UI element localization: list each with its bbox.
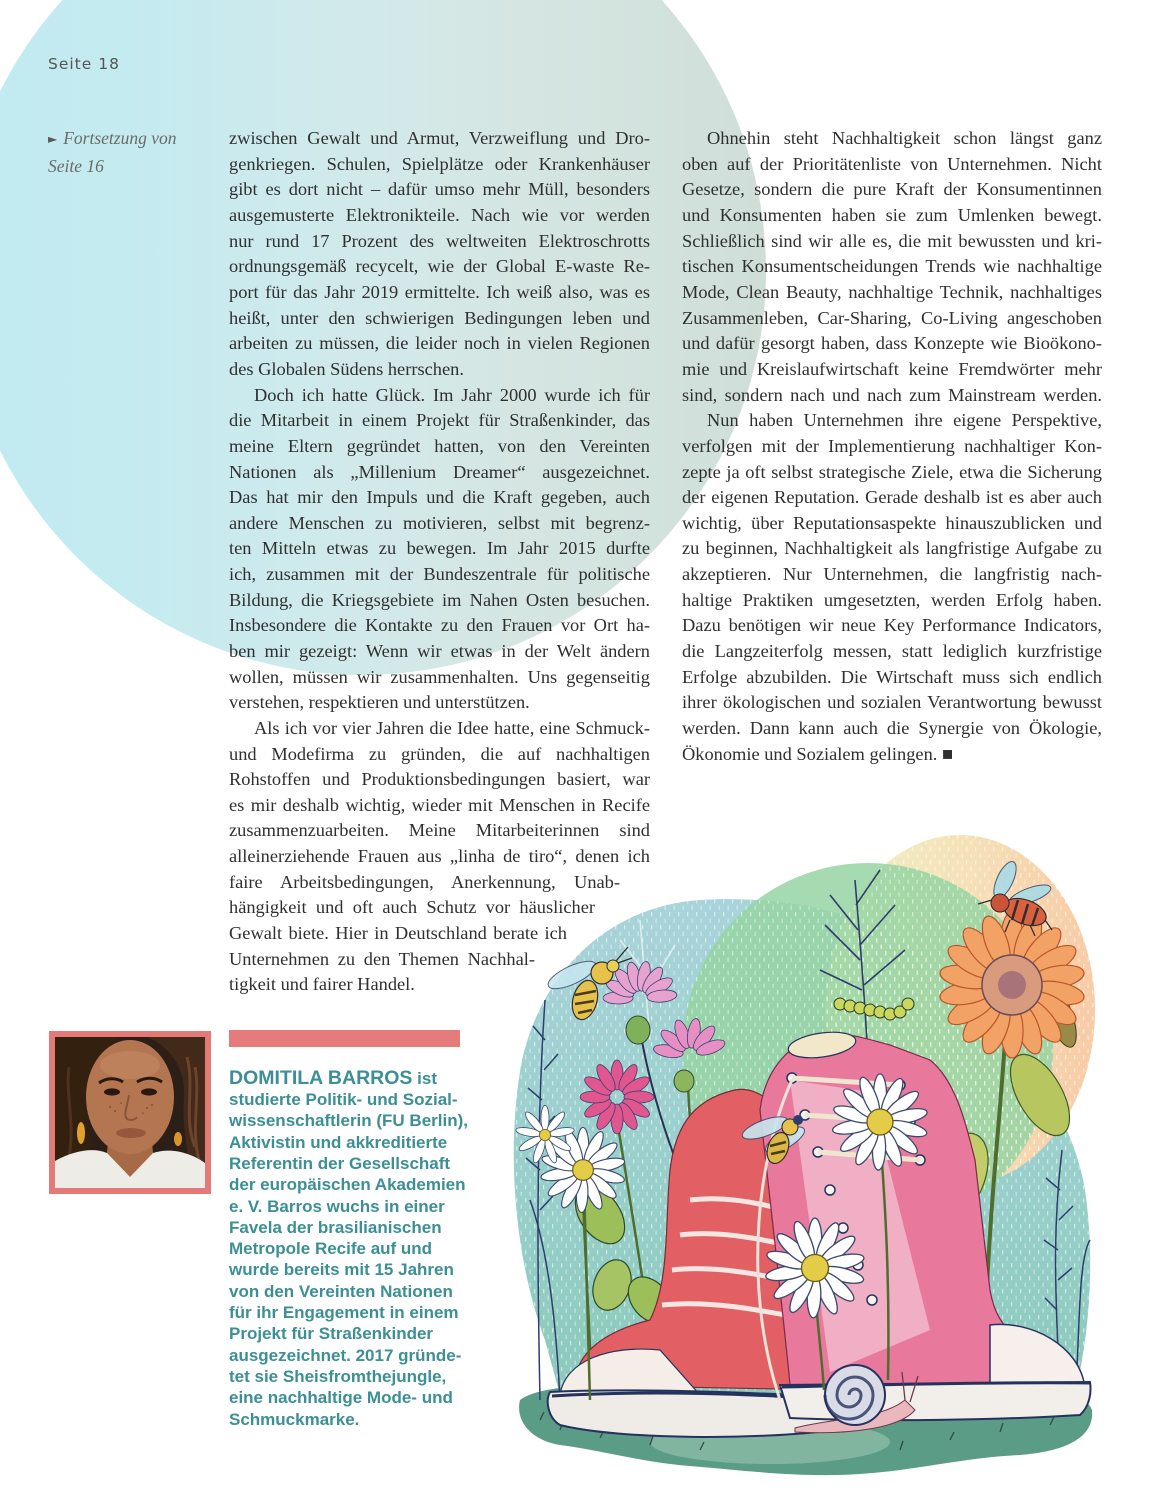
bio-line: eine nachhaltige Mode- und (229, 1388, 453, 1408)
text-line: zwischen Gewalt und Armut, Verzweiflung und Dro- (229, 128, 650, 149)
earring-left (77, 1122, 85, 1144)
text-line: Dazu benötigen wir neue Key Performance Indicators, (682, 615, 1102, 636)
triangle-right-icon: ► (48, 132, 58, 147)
text-line: Gesetze, sondern die pure Kraft der Konsumentinnen (682, 179, 1102, 200)
bio-line: wurde bereits mit 15 Jahren (229, 1260, 454, 1280)
text-line: meine Eltern gegründet hatten, von den Vereinten (229, 435, 650, 456)
earring-right (174, 1132, 182, 1146)
text-line: ben mir gezeigt: Wenn wir etwas in der Welt ändern (229, 641, 650, 661)
text-line: oben auf der Prioritätenliste von Unternehmen. Nicht (682, 153, 1102, 174)
text-line: und Konsumenten haben sie zum Umlenken bewegt. (682, 205, 1102, 226)
text-line: wollen, müssen wir zusammenhalten. Uns gegenseitig (229, 666, 650, 687)
bio-line: ausgezeichnet. 2017 gründe- (229, 1345, 462, 1365)
text-line: port für das Jahr 2019 ermittelte. Ich weiß also, was es (229, 282, 650, 303)
text-line: Insbesondere die Kontakte zu den Frauen vor Ort ha- (229, 615, 650, 636)
text-line: sind, sondern nach und nach zum Mainstream werden. (682, 384, 1102, 405)
text-line: die Mitarbeit in einem Projekt für Straßenkinder, das (229, 410, 650, 431)
text-line: zepte ja oft selbst strategische Ziele, etwa die Sicherung (682, 461, 1102, 482)
text-line: tigkeit und fairer Handel. (229, 974, 415, 995)
text-line: ich, zusammen mit der Bundeszentrale für politische (229, 564, 650, 585)
page-number-label: Seite 18 (48, 54, 120, 73)
bio-line: Schmuckmarke. (229, 1409, 360, 1429)
text-line: Gewalt biete. Hier in Deutschland berate ich (229, 923, 567, 944)
author-photo (49, 1031, 211, 1194)
continuation-note (48, 126, 177, 179)
author-name: DOMITILA BARROS (229, 1066, 413, 1089)
bio-line: tet sie Sheisfromthejungle, (229, 1366, 447, 1386)
bio-line: e. V. Barros wuchs in einer (229, 1196, 445, 1216)
paragraph-start-line: Nun haben Unternehmen ihre eigene Perspektive, (707, 410, 1102, 431)
continuation-line-1 (48, 126, 177, 154)
bio-line: der europäischen Akademien (229, 1175, 466, 1195)
continuation-page-ref: Seite 16 (48, 155, 104, 176)
text-line: Rohstoffen und Produktionsbedingungen basiert, war (229, 769, 650, 790)
text-line: ten Mitteln etwas zu bewegen. Im Jahr 2015 durfte (229, 538, 650, 559)
text-line: Bildung, die Kriegsgebiete im Nahen Osten besuchen. (229, 589, 650, 610)
text-line: hängigkeit und oft auch Schutz vor häuslicher (229, 897, 595, 918)
text-line: Schließlich sind wir alle es, die mit bewussten und kri- (682, 230, 1102, 251)
text-line: verstehen, respektieren und unterstützen. (229, 692, 530, 713)
bio-line: Favela der brasilianischen (229, 1217, 442, 1237)
text-line: es mir deshalb wichtig, wieder mit Menschen in Recife (229, 794, 650, 815)
text-line: Unternehmen zu den Themen Nachhal- (229, 948, 535, 969)
text-line: Erfolge abzubilden. Die Wirtschaft muss sich endlich (682, 666, 1102, 687)
paragraph-start-line: Ohnehin steht Nachhaltigkeit schon längst ganz (707, 128, 1102, 149)
text-line: Mode, Clean Beauty, nachhaltige Technik, nachhaltiges (682, 282, 1102, 303)
article-column-2 (682, 126, 1102, 767)
author-name-suffix: ist (412, 1068, 437, 1088)
text-line: Zusammenleben, Car-Sharing, Co-Living angeschoben (682, 307, 1102, 328)
text-line: arbeiten zu müssen, die leider noch in vielen Regionen (229, 333, 650, 354)
text-line: heißt, unter den schwierigen Bedingungen leben und (229, 307, 650, 328)
bio-line: Projekt für Straßenkinder (229, 1324, 434, 1344)
bio-line: wissenschaftlerin (FU Berlin), (229, 1111, 468, 1131)
text-line: die Langzeiterfolg messen, statt lediglich kurzfristige (682, 641, 1102, 661)
bio-line: Aktivistin und akkreditierte (229, 1132, 448, 1152)
bio-line: Metropole Recife auf und (229, 1239, 433, 1259)
bio-line: von den Vereinten Nationen (229, 1281, 453, 1301)
article-column-1 (229, 126, 650, 998)
text-line: Das hat mir den Impuls und die Kraft gegeben, auch (229, 487, 650, 508)
text-line: akzeptieren. Nur Unternehmen, die langfristig nach- (682, 564, 1102, 585)
paragraph-start-line: Als ich vor vier Jahren die Idee hatte, eine Schmuck- (254, 717, 650, 738)
text-line: und Modefirma zu gründen, die auf nachhaltigen (229, 743, 650, 764)
text-line: nur rund 17 Prozent des weltweiten Elektroschrotts (229, 230, 650, 251)
text-line: ordnungsgemäß recycelt, wie der Global E-waste Re- (229, 256, 650, 277)
text-line: verfolgen mit der Implementierung nachhaltiger Kon- (682, 435, 1102, 456)
text-line: gibt es dort nicht – dafür umso mehr Müll, besonders (229, 179, 650, 200)
text-line: des Globalen Südens herrschen. (229, 358, 464, 379)
text-line: wichtig, über Reputationsaspekte hinauszublicken und (682, 512, 1102, 533)
text-line: haltige Praktiken umgesetzten, werden Erfolg haben. (682, 589, 1102, 610)
text-line: zusammenzuarbeiten. Meine Mitarbeiterinnen sind (229, 820, 650, 841)
author-portrait (55, 1037, 205, 1188)
text-line: Nationen als „Millenium Dreamer“ ausgezeichnet. (229, 461, 650, 482)
paragraph-start-line: Doch ich hatte Glück. Im Jahr 2000 wurde ich für (254, 384, 650, 405)
text-line: mie und Kreislaufwirtschaft keine Fremdwörter mehr (682, 358, 1102, 379)
bio-line-name (229, 1068, 499, 1089)
text-line: zu beginnen, Nachhaltigkeit als langfristige Aufgabe zu (682, 538, 1102, 559)
text-line: der eigenen Reputation. Gerade deshalb ist es aber auch (682, 487, 1102, 508)
bio-line: Referentin der Gesellschaft (229, 1153, 451, 1173)
bio-line: studierte Politik- und Sozial- (229, 1090, 458, 1110)
article-end-line: Ökonomie und Sozialem gelingen. ■ (682, 743, 954, 764)
text-line: ihrer ökologischen und sozialen Verantwortung bewusst (682, 692, 1102, 713)
text-line: tischen Konsumentscheidungen Trends wie nachhaltige (682, 256, 1102, 277)
accent-bar (229, 1030, 460, 1047)
text-line: genkriegen. Schulen, Spielplätze oder Krankenhäuser (229, 153, 650, 174)
author-bio (229, 1068, 499, 1430)
bio-line: für ihr Engagement in einem (229, 1303, 459, 1323)
text-line: werden. Dann kann auch die Synergie von Ökologie, (682, 717, 1102, 738)
text-line: faire Arbeitsbedingungen, Anerkennung, Unab- (229, 871, 620, 892)
text-line: andere Menschen zu motivieren, selbst mit begrenz- (229, 512, 650, 533)
continuation-text: Fortsetzung von (63, 128, 177, 149)
text-line: und dafür gesorgt haben, dass Konzepte wie Bioökono- (682, 333, 1102, 354)
text-line: ausgemusterte Elektronikteile. Nach wie vor werden (229, 205, 650, 226)
text-line: alleinerziehende Frauen aus „linha de tiro“, denen ich (229, 846, 650, 867)
